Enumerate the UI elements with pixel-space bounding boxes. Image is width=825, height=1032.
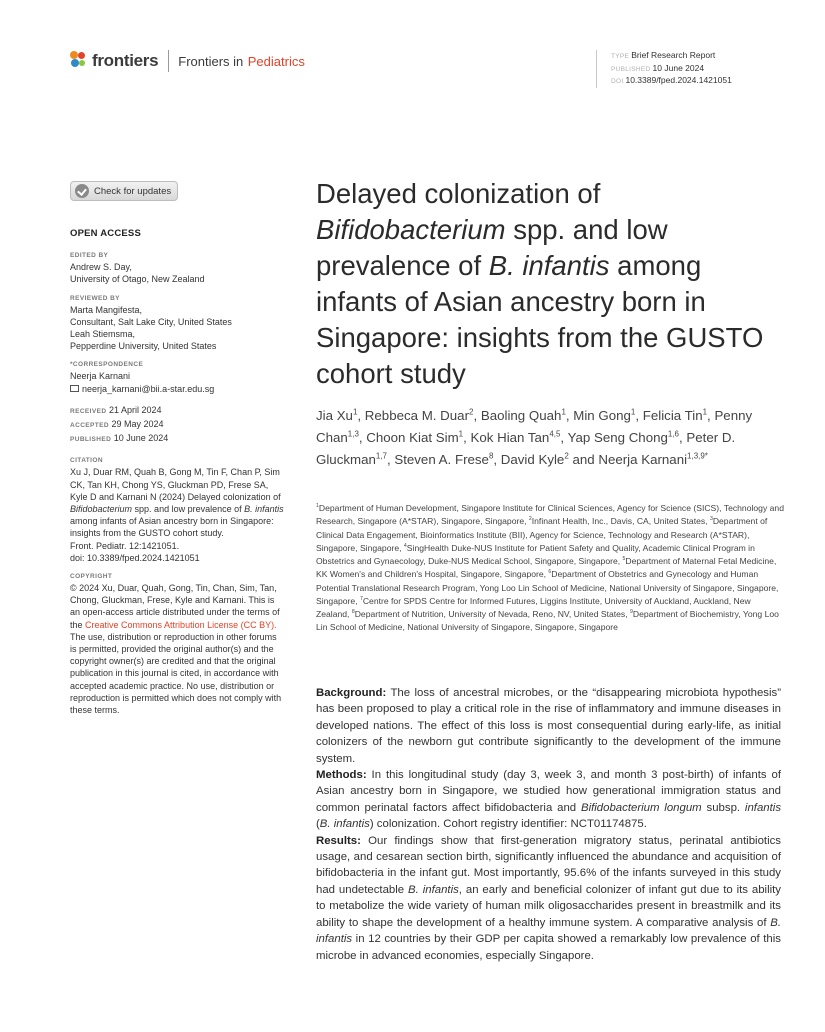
article-meta	[596, 50, 732, 88]
affiliation-number: 7	[359, 595, 363, 602]
author-separator: ,	[707, 408, 715, 423]
affiliation-number: 2	[528, 516, 532, 523]
affiliation-number: 5	[622, 556, 626, 563]
author-name[interactable]: Kok Hian Tan	[470, 430, 550, 445]
section-text: Our findings show that first-generation migratory status, perinatal antibiotics usage, and cesarean section birth, significantly influenced the abundance and acquisition of bifidobacteria in the infant gut. Most importantly, 95.6% of the infants surveyed in this study had undetectable	[316, 834, 781, 896]
author-affiliation-marker: 1,3,9*	[687, 451, 708, 461]
copyright-part: © 2024 Xu, Duar, Quah, Gong, Tin, Chan, Sim, Tan, Chong, Gluckman, Frese, Kyle and Karnani. This is an open-access article distributed under the terms of the	[70, 583, 280, 630]
affiliation-text: Infinant Health, Inc., Davis, CA, United States,	[531, 516, 710, 527]
affiliation-number: 3	[709, 516, 713, 523]
citation-part: spp. and low prevalence of	[134, 504, 242, 515]
title-italic: Bifidobacterium	[316, 214, 506, 245]
reviewer-name: Leah Stiemsma,	[70, 329, 136, 340]
section-text: (	[316, 818, 320, 831]
affiliation-number: 9	[630, 609, 633, 616]
author-separator: ,	[357, 408, 365, 423]
citation-doi[interactable]: doi: 10.3389/fped.2024.1421051	[70, 552, 200, 563]
author-list	[316, 405, 796, 471]
published-label: PUBLISHED	[70, 436, 112, 444]
brand-name: frontiers	[92, 51, 159, 70]
author-affiliation-marker: 1	[458, 429, 464, 439]
reviewed-by-label: REVIEWED BY	[70, 294, 120, 302]
reviewer-affiliation: Pepperdine University, United States	[70, 341, 217, 352]
affiliation-text: SingHealth Duke-NUS Institute for Patient Safety and Quality, Academic Clinical Program in Obstetrics and Gynaecology, Duke-NUS Medical School, Singapore, Singapore,	[316, 542, 755, 566]
section-label: Background:	[316, 687, 387, 699]
affiliation-text: Department of Nutrition, University of Nevada, Reno, NV, United States,	[354, 609, 631, 619]
affiliation-number: 8	[351, 609, 355, 616]
section-text: subsp.	[706, 801, 741, 814]
author-affiliation-marker: 2	[564, 451, 569, 461]
correspondent-email[interactable]	[70, 383, 285, 395]
published-date: 10 June 2024	[652, 62, 705, 73]
author-affiliation-marker: 1	[352, 407, 358, 417]
author-separator: and	[568, 452, 599, 467]
accepted-label: ACCEPTED	[70, 422, 109, 430]
author-affiliation-marker: 8	[488, 451, 494, 461]
section-label: Methods:	[316, 769, 367, 782]
author-name[interactable]: Baoling Quah	[480, 408, 562, 423]
meta-type-label: TYPE	[611, 53, 630, 60]
author-separator: ,	[358, 430, 367, 445]
affiliations	[316, 502, 784, 635]
reviewer-affiliation: Consultant, Salt Lake City, United States	[70, 316, 232, 327]
author-affiliation-marker: 1	[702, 407, 708, 417]
author-name[interactable]: David Kyle	[500, 452, 565, 467]
abstract	[316, 685, 781, 964]
envelope-icon	[70, 385, 79, 392]
journal-name: Pediatrics	[247, 53, 305, 69]
author-separator: ,	[635, 408, 643, 423]
correspondence-label: *CORRESPONDENCE	[70, 361, 144, 369]
author-name[interactable]: Steven A. Frese	[394, 452, 489, 467]
author-separator: ,	[386, 452, 395, 467]
received-date: 21 April 2024	[108, 404, 162, 415]
species-name: Bifidobacterium longum	[580, 801, 702, 814]
author-separator: ,	[560, 430, 568, 445]
copyright-part: The use, distribution or reproduction in other forums is permitted, provided the original author(s) and the copyright owner(s) are credited and that the original publication in this journal is cited, in accordance with accepted academic practice. No use, distribution or reproduction is permitted which does not comply with these terms.	[70, 631, 282, 716]
author-name[interactable]: Neerja Karnani	[598, 452, 688, 467]
author-separator: ,	[473, 408, 481, 423]
author-separator: ,	[493, 452, 501, 467]
frontiers-logo-icon	[70, 51, 88, 71]
author-affiliation-marker: 2	[469, 407, 474, 417]
section-text: ) colonization. Cohort registry identifier: NCT01174875.	[369, 818, 647, 831]
affiliation-number: 4	[403, 542, 407, 549]
author-name[interactable]: Jia Xu	[316, 408, 353, 423]
section-text: , an early and beneficial colonizer of infant gut due to its ability to metabolize the wide variety of human milk oligosaccharides present in breastmilk and its ability to shape the development of a healthy immune system. A comparative analysis of	[316, 883, 781, 929]
author-separator: ,	[678, 430, 687, 445]
open-access-label: OPEN ACCESS	[70, 228, 142, 239]
editor-name: Andrew S. Day,	[70, 262, 132, 273]
author-separator: ,	[565, 408, 574, 423]
correspondent-name: Neerja Karnani	[70, 371, 131, 382]
title-part: among infants of Asian ancestry born in Singapore: insights from the GUSTO cohort study	[316, 250, 764, 389]
citation-part: among infants of Asian ancestry born in Singapore: insights from the GUSTO cohort study.	[70, 516, 274, 539]
copyright-label: COPYRIGHT	[70, 573, 113, 581]
citation-italic: Bifidobacterium	[70, 504, 133, 515]
abstract-results	[316, 833, 781, 964]
author-affiliation-marker: 1	[630, 407, 636, 417]
logo-divider	[168, 50, 169, 72]
affiliation-text: Centre for SPDS Centre for Informed Futures, Liggins Institute, University of Auckland, Auckland, New Zealand,	[316, 595, 751, 619]
abstract-methods	[316, 767, 781, 833]
check-updates-label: Check for updates	[94, 185, 172, 197]
reviewer-name: Marta Mangifesta,	[70, 304, 143, 315]
article-dates	[70, 404, 285, 447]
species-name: infantis	[744, 801, 782, 814]
article-sidebar	[70, 228, 285, 716]
affiliation-text: Department of Obstetrics and Gynecology and Human Potential Translational Research Program, Yong Loo Lin School of Medicine, National University of Singapore, Singapore, Singapore,	[316, 569, 779, 606]
title-italic: B. infantis	[488, 250, 610, 281]
author-affiliation-marker: 4,5	[549, 429, 561, 439]
author-name[interactable]: Rebbeca M. Duar	[364, 408, 470, 423]
affiliation-text: Department of Human Development, Singapore Institute for Clinical Sciences, Agency for Science (SICS), Technology and Research, Singapore (A*STAR), Singapore, Singapore,	[316, 503, 784, 527]
author-name[interactable]: Choon Kiat Sim	[366, 430, 459, 445]
published-date: 10 June 2024	[113, 433, 169, 444]
article-title	[316, 176, 786, 392]
citation-italic: B. infantis	[244, 504, 284, 515]
author-name[interactable]: Peter D. Gluckman	[316, 430, 736, 467]
section-label: Results:	[316, 834, 361, 847]
species-name: B. infantis	[316, 916, 781, 946]
affiliation-text: Department of Biochemistry, Yong Loo Lin School of Medicine, National University of Singapore, Singapore, Singapore	[316, 609, 779, 633]
accepted-date: 29 May 2024	[111, 419, 164, 430]
species-name: B. infantis	[319, 818, 370, 831]
author-affiliation-marker: 1,6	[667, 429, 679, 439]
checkmark-icon	[75, 184, 89, 198]
edited-by-label: EDITED BY	[70, 252, 109, 260]
citation-text	[70, 466, 285, 539]
title-part: Delayed colonization of	[316, 178, 601, 209]
doi-link[interactable]: 10.3389/fped.2024.1421051	[625, 75, 732, 85]
author-name[interactable]: Felicia Tin	[642, 408, 703, 423]
author-affiliation-marker: 1,7	[375, 451, 387, 461]
species-name: B. infantis	[408, 883, 459, 896]
citation-label: CITATION	[70, 457, 103, 465]
author-affiliation-marker: 1,3	[347, 429, 359, 439]
meta-doi-label: DOI	[611, 78, 624, 85]
section-text: in 12 countries by their GDP per capita showed a remarkably low prevalence of this microbe in advanced economies, especially Singapore.	[316, 933, 781, 962]
author-separator: ,	[463, 430, 471, 445]
affiliation-number: 6	[548, 569, 552, 576]
title-part: spp. and low prevalence of	[316, 214, 668, 281]
section-text: In this longitudinal study (day 3, week 3, and month 3 post-birth) of infants of Asian ancestry born in Singapore, we studied how generational immigration status and common perinatal factors affect bifidobacteria and	[316, 769, 782, 814]
abstract-background	[316, 685, 781, 767]
author-name[interactable]: Min Gong	[573, 408, 631, 423]
meta-published-label: PUBLISHED	[611, 65, 651, 73]
affiliation-number: 1	[316, 503, 319, 510]
received-label: RECEIVED	[70, 407, 107, 415]
copyright-text	[70, 582, 285, 716]
article-type: Brief Research Report	[631, 50, 716, 60]
affiliation-text: Department of Maternal Fetal Medicine, KK Women's and Children's Hospital, Singapore, Singapore,	[316, 556, 777, 580]
journal-prefix: Frontiers in	[178, 53, 244, 69]
author-name[interactable]: Yap Seng Chong	[567, 430, 668, 445]
citation-part: Xu J, Duar RM, Quah B, Gong M, Tin F, Chan P, Sim CK, Tan KH, Chong YS, Gluckman PD, Frese SA, Kyle D and Karnani N (2024) Delayed colonization of	[70, 467, 281, 502]
cc-license-link[interactable]: Creative Commons Attribution License (CC BY).	[85, 619, 277, 630]
author-affiliation-marker: 1	[561, 407, 566, 417]
citation-journal: Front. Pediatr. 12:1421051.	[70, 540, 180, 551]
section-text: The loss of ancestral microbes, or the “disappearing microbiota hypothesis” has been proposed to play a critical role in the rise of inflammatory and immune diseases in developed nations. The effect of this loss is most consequential during early-life, as initial colonizers of the newborn gut contribute significantly to the development of the immune system.	[316, 687, 781, 765]
check-for-updates-button[interactable]	[70, 181, 178, 201]
email-address[interactable]: neerja_karnani@bii.a-star.edu.sg	[82, 383, 215, 394]
journal-logo[interactable]	[70, 50, 305, 72]
affiliation-text: Department of Clinical Data Engagement, Bioinformatics Institute (BII), Agency for Science, Technology and Research (A*STAR), Singapore, Singapore,	[316, 516, 768, 553]
author-name[interactable]: Penny Chan	[316, 408, 753, 445]
editor-affiliation: University of Otago, New Zealand	[70, 274, 205, 285]
